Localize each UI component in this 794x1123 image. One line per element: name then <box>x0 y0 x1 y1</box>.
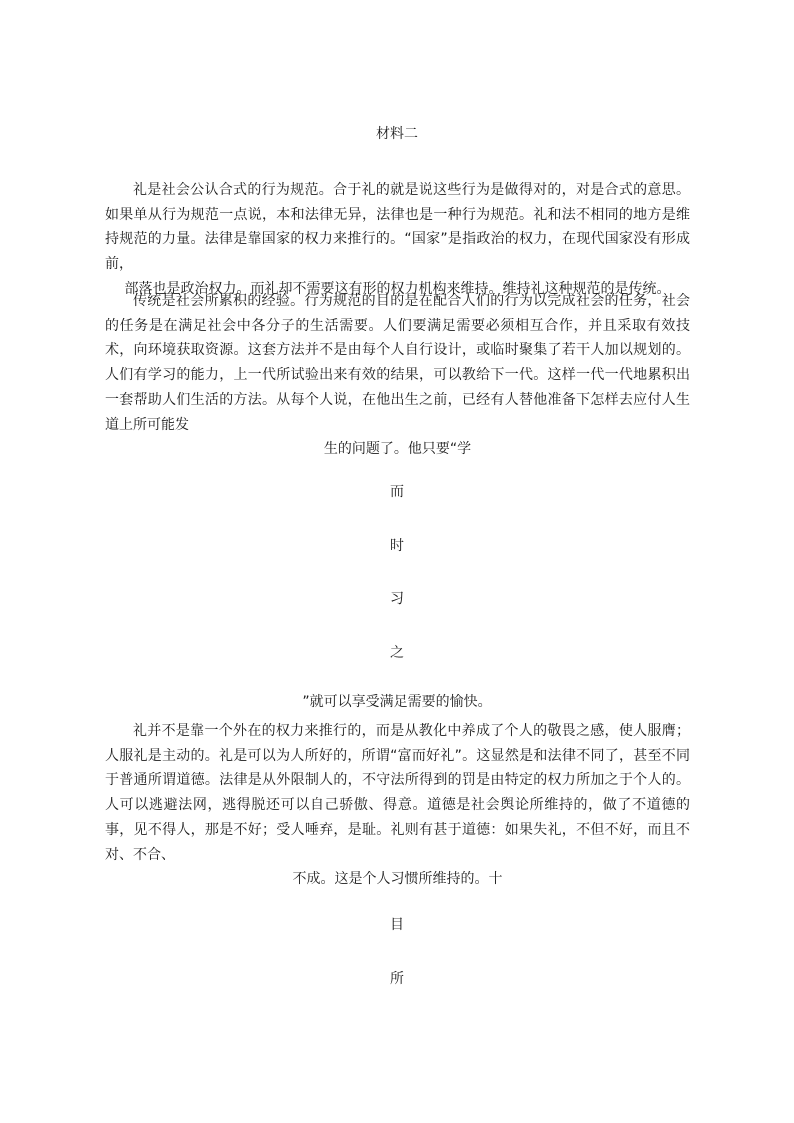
paragraph-2 <box>105 289 690 462</box>
isolated-char: 之 <box>390 645 404 661</box>
continuation-line: ”就可以享受满足需要的愉快。 <box>302 694 492 710</box>
isolated-char: 目 <box>390 917 404 933</box>
paragraph-1-body: 礼是社会公认合式的行为规范。合于礼的就是说这些行为是做得对的，对是合式的意思。如果单从行为规范一点说，本和法律无异，法律也是一种行为规范。礼和法不相同的地方是维持规范的力量。法律是靠国家的权力来推行的。“国家”是指政治的权力，在现代国家没有形成前， <box>105 182 690 273</box>
paragraph-3 <box>105 719 690 892</box>
isolated-char: 时 <box>390 538 404 554</box>
paragraph-1-last-line: 部落也是政治权力。而礼却不需要这有形的权力机构来维持。维持礼这种规范的是传统。 <box>124 280 671 297</box>
paragraph-2-last-line: 生的问题了。他只要“学 <box>323 441 472 458</box>
isolated-char: 习 <box>390 591 404 607</box>
isolated-char: 而 <box>390 484 404 500</box>
paragraph-1 <box>105 178 690 302</box>
paragraph-2-body: 传统是社会所累积的经验。行为规范的目的是在配合人们的行为以完成社会的任务，社会的任务是在满足社会中各分子的生活需要。人们要满足需要必须相互合作，并且采取有效技术，向环境获取资源。这套方法并不是由每个人自行设计，或临时聚集了若干人加以规划的。人们有学习的能力，上一代所试验出来有效的结果，可以教给下一代。这样一代一代地累积出一套帮助人们生活的方法。从每个人说，在他出生之前，已经有人替他准备下怎样去应付人生道上所可能发 <box>105 293 690 433</box>
section-title: 材料二 <box>376 126 418 142</box>
paragraph-3-last-line: 不成。这是个人习惯所维持的。十 <box>292 871 503 888</box>
paragraph-3-body: 礼并不是靠一个外在的权力来推行的，而是从教化中养成了个人的敬畏之感，使人服膺；人服礼是主动的。礼是可以为人所好的，所谓“富而好礼”。这显然是和法律不同了，甚至不同于普通所谓道德。法律是从外限制人的，不守法所得到的罚是由特定的权力所加之于个人的。人可以逃避法网，逃得脱还可以自己骄傲、得意。道德是社会舆论所维持的，做了不道德的事，见不得人，那是不好；受人唾弃，是耻。礼则有甚于道德：如果失礼，不但不好，而且不对、不合、 <box>105 723 690 863</box>
isolated-char: 所 <box>390 971 404 987</box>
